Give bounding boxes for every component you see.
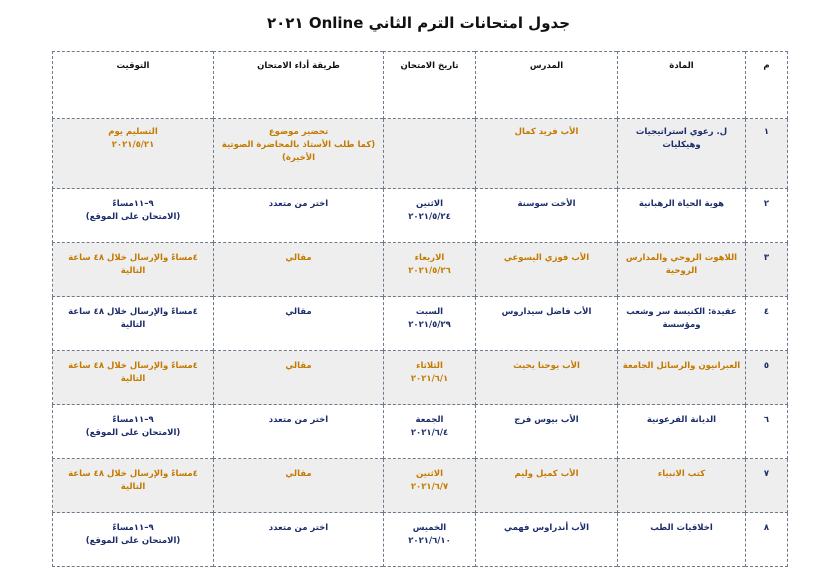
row-subject: هوية الحياة الرهبانية (618, 189, 746, 243)
row-teacher: الأب يوحنا يحيث (476, 351, 618, 405)
row-teacher: الأب كميل وليم (476, 459, 618, 513)
row-date (384, 297, 476, 351)
row-time-line1: ٩–١١مساءً (112, 199, 154, 209)
row-subject: العبرانيون والرسائل الجامعة (618, 351, 746, 405)
row-time-line2: ٢٠٢١/٥/٢١ (111, 139, 155, 150)
table-row (53, 297, 788, 351)
row-time-line2: التالية (120, 319, 146, 330)
row-day: الاثنين (415, 199, 444, 209)
row-date (384, 405, 476, 459)
row-day: الخميس (412, 523, 447, 533)
row-teacher: الأخت سوسنة (476, 189, 618, 243)
row-day: الجمعة (415, 415, 444, 425)
row-day: الاربعاء (414, 253, 445, 263)
row-date-value: ٢٠٢١/٦/٧ (410, 481, 449, 492)
row-date-value: ٢٠٢١/٥/٢٦ (408, 265, 451, 276)
row-day: الثلاثاء (416, 361, 443, 371)
row-time-line1: ٤مساءً والإرسال خلال ٤٨ ساعة (68, 307, 198, 317)
row-time-line1: ٩–١١مساءً (112, 415, 154, 425)
row-method-line2: (كما طلب الأستاذ بالمحاضرة الصوتية الأخيرة) (221, 139, 376, 163)
row-time-line1: ٤مساءً والإرسال خلال ٤٨ ساعة (68, 361, 198, 371)
row-time-line1: التسليم يوم (108, 127, 158, 137)
row-date (384, 351, 476, 405)
row-num: ٦ (746, 405, 788, 459)
row-method-line1: اختر من متعدد (268, 523, 329, 533)
table-row (53, 459, 788, 513)
row-date (384, 243, 476, 297)
table-row (53, 119, 788, 189)
row-date (384, 513, 476, 567)
row-day: السبت (415, 307, 444, 317)
row-method (214, 297, 384, 351)
row-num: ١ (746, 119, 788, 189)
row-subject: اللاهوت الروحي والمدارس الروحية (618, 243, 746, 297)
row-method (214, 405, 384, 459)
row-subject: ل. رعوي استراتيجيات وهيكليات (618, 119, 746, 189)
header-num: م (746, 52, 788, 119)
table-row (53, 189, 788, 243)
row-teacher: الأب فاضل سيداروس (476, 297, 618, 351)
row-teacher: الأب أندراوس فهمي (476, 513, 618, 567)
row-date (384, 119, 476, 189)
exam-schedule-table (52, 51, 788, 567)
row-num: ٣ (746, 243, 788, 297)
row-method-line1: اختر من متعدد (268, 415, 329, 425)
row-time (53, 513, 214, 567)
row-num: ٢ (746, 189, 788, 243)
header-date: تاريخ الامتحان (384, 52, 476, 119)
header-subject: المادة (618, 52, 746, 119)
row-date-value: ٢٠٢١/٥/٢٤ (408, 211, 451, 222)
row-time-line2: التالية (120, 373, 146, 384)
row-time-line2: التالية (120, 481, 146, 492)
row-date-value: ٢٠٢١/٦/١٠ (408, 535, 451, 546)
row-method (214, 189, 384, 243)
row-time-line2: (الامتحان على الموقع) (85, 427, 181, 438)
header-time: التوقيت (53, 52, 214, 119)
row-time (53, 351, 214, 405)
row-time (53, 243, 214, 297)
row-method-line1: تحضير موضوع (268, 127, 329, 137)
row-date (384, 459, 476, 513)
row-method (214, 243, 384, 297)
table-row (53, 513, 788, 567)
row-teacher: الأب فريد كمال (476, 119, 618, 189)
row-num: ٧ (746, 459, 788, 513)
table-row (53, 243, 788, 297)
row-num: ٨ (746, 513, 788, 567)
row-date-value: ٢٠٢١/٦/١ (410, 373, 449, 384)
row-subject: عقيدة: الكنيسة سر وشعب ومؤسسة (618, 297, 746, 351)
row-day: الاثنين (415, 469, 444, 479)
row-method-line1: اختر من متعدد (268, 199, 329, 209)
row-method (214, 459, 384, 513)
row-teacher: الأب فوزي اليسوعي (476, 243, 618, 297)
row-time (53, 119, 214, 189)
row-time-line1: ٤مساءً والإرسال خلال ٤٨ ساعة (68, 469, 198, 479)
row-date (384, 189, 476, 243)
table-row (53, 351, 788, 405)
row-method-line1: مقالي (285, 253, 312, 263)
row-method (214, 513, 384, 567)
row-date-value: ٢٠٢١/٥/٢٩ (408, 319, 451, 330)
header-row (53, 52, 788, 119)
row-time-line2: (الامتحان على الموقع) (85, 535, 181, 546)
row-method-line1: مقالي (285, 307, 312, 317)
table-row (53, 405, 788, 459)
row-time (53, 459, 214, 513)
row-time (53, 189, 214, 243)
row-num: ٤ (746, 297, 788, 351)
row-method (214, 119, 384, 189)
row-time-line1: ٤مساءً والإرسال خلال ٤٨ ساعة (68, 253, 198, 263)
row-method-line1: مقالي (285, 361, 312, 371)
header-method: طريقة أداء الامتحان (214, 52, 384, 119)
row-num: ٥ (746, 351, 788, 405)
header-teacher: المدرس (476, 52, 618, 119)
row-method-line1: مقالي (285, 469, 312, 479)
row-date-value: ٢٠٢١/٦/٤ (410, 427, 449, 438)
row-time (53, 405, 214, 459)
row-time-line2: التالية (120, 265, 146, 276)
row-time (53, 297, 214, 351)
page-title: جدول امتحانات الترم الثاني Online ٢٠٢١ (266, 14, 571, 32)
row-time-line1: ٩–١١مساءً (112, 523, 154, 533)
row-time-line2: (الامتحان على الموقع) (85, 211, 181, 222)
row-subject: اخلاقيات الطب (618, 513, 746, 567)
row-teacher: الأب بيوس فرج (476, 405, 618, 459)
row-subject: كتب الانبياء (618, 459, 746, 513)
row-subject: الديانة الفرعونية (618, 405, 746, 459)
row-method (214, 351, 384, 405)
